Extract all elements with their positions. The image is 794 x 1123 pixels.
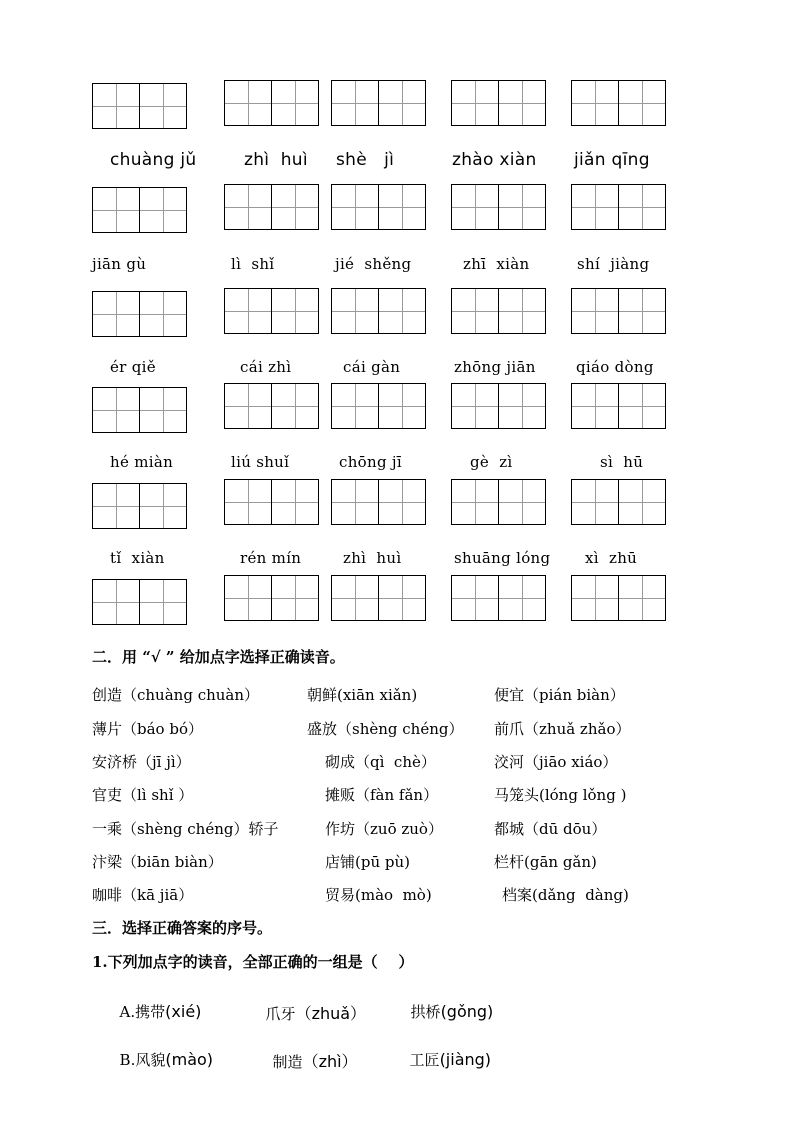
writing-box[interactable] (571, 383, 666, 429)
pinyin-label: sì hū (600, 453, 644, 471)
pinyin-label: liú shuǐ (231, 453, 290, 471)
reading-item[interactable]: 官吏（lì shǐ ） (92, 786, 194, 804)
pinyin-label: jiān gù (92, 255, 147, 273)
pinyin-label: zhōng jiān (454, 358, 536, 376)
reading-item[interactable]: 洨河（jiāo xiáo） (494, 753, 618, 771)
reading-item[interactable]: 作坊（zuō zuò） (325, 820, 443, 838)
option-a-word2 (256, 983, 366, 1024)
option-label: A. (119, 1003, 136, 1021)
option-b[interactable] (110, 1031, 213, 1070)
writing-box[interactable] (331, 288, 426, 334)
option-b-word2 (263, 1031, 358, 1072)
section-heading: 二．用 “√ ” 给加点字选择正确读音。 (92, 648, 345, 666)
writing-box[interactable] (92, 579, 187, 625)
writing-box[interactable] (571, 575, 666, 621)
writing-box[interactable] (92, 83, 187, 129)
writing-box[interactable] (451, 479, 546, 525)
reading-item[interactable]: 栏杆(gān gǎn) (494, 853, 597, 871)
reading-item[interactable]: 一乘（shèng chéng）轿子 (92, 820, 279, 838)
option-pinyin: （zhì） (302, 1052, 358, 1071)
reading-item[interactable]: 汴梁（biān biàn） (92, 853, 223, 871)
pinyin-label: shuāng lóng (454, 549, 551, 567)
writing-box[interactable] (571, 288, 666, 334)
writing-box[interactable] (331, 479, 426, 525)
pinyin-label: cái zhì (240, 358, 292, 376)
writing-box[interactable] (451, 575, 546, 621)
option-b-word3 (400, 1031, 491, 1070)
writing-box[interactable] (224, 383, 319, 429)
reading-item[interactable]: 店铺(pū pù) (325, 853, 410, 871)
reading-item[interactable]: 创造（chuàng chuàn） (92, 686, 260, 704)
reading-item[interactable]: 档案(dǎng dàng) (502, 886, 629, 904)
reading-item[interactable]: 贸易(mào mò) (325, 886, 432, 904)
writing-box[interactable] (224, 575, 319, 621)
reading-item[interactable]: 砌成（qì chè） (325, 753, 436, 771)
reading-item[interactable]: 朝鲜(xiān xiǎn) (307, 686, 418, 704)
option-a-word3 (401, 983, 493, 1022)
reading-item[interactable]: 安济桥（jī jì） (92, 753, 191, 771)
option-pinyin: (jiàng) (439, 1050, 492, 1069)
writing-box[interactable] (451, 80, 546, 126)
writing-box[interactable] (331, 383, 426, 429)
pinyin-label: chuàng jǔ (110, 150, 197, 170)
pinyin-label: zhào xiàn (452, 150, 537, 170)
reading-item[interactable]: 咖啡（kā jiā） (92, 886, 194, 904)
pinyin-label: shè jì (336, 150, 395, 170)
option-word: 工匠 (409, 1051, 440, 1069)
writing-box[interactable] (92, 387, 187, 433)
pinyin-label: zhì huì (244, 150, 308, 170)
reading-item[interactable]: 薄片（báo bó） (92, 720, 203, 738)
pinyin-label: shí jiàng (577, 255, 650, 273)
question-text: 1.下列加点字的读音，全部正确的一组是（ ） (92, 953, 414, 971)
reading-item[interactable]: 盛放（shèng chéng） (307, 720, 464, 738)
option-word: 携带 (135, 1003, 166, 1021)
writing-box[interactable] (92, 483, 187, 529)
option-pinyin: (xié) (165, 1002, 202, 1021)
option-pinyin: （zhuǎ） (295, 1004, 367, 1023)
option-pinyin: (mào) (165, 1050, 214, 1069)
pinyin-label: jié shěng (335, 255, 412, 273)
pinyin-label: lì shǐ (231, 255, 275, 273)
writing-box[interactable] (451, 288, 546, 334)
option-pinyin: (gǒng) (440, 1002, 494, 1021)
option-word: 制造 (272, 1053, 303, 1071)
writing-box[interactable] (571, 184, 666, 230)
writing-box[interactable] (92, 187, 187, 233)
reading-item[interactable]: 马笼头(lóng lǒng ) (494, 786, 627, 804)
pinyin-label: chōng jī (339, 453, 402, 471)
section-heading: 三．选择正确答案的序号。 (92, 919, 273, 937)
writing-box[interactable] (451, 184, 546, 230)
writing-box[interactable] (224, 479, 319, 525)
pinyin-label: qiáo dòng (576, 358, 654, 376)
option-word: 爪牙 (265, 1005, 296, 1023)
pinyin-label: tǐ xiàn (110, 549, 165, 567)
pinyin-label: rén mín (240, 549, 302, 567)
writing-box[interactable] (92, 291, 187, 337)
reading-item[interactable]: 摊贩（fàn fǎn） (325, 786, 439, 804)
reading-item[interactable]: 便宜（pián biàn） (494, 686, 625, 704)
pinyin-label: ér qiě (110, 358, 156, 376)
option-a[interactable] (110, 983, 201, 1022)
writing-box[interactable] (224, 288, 319, 334)
pinyin-label: hé miàn (110, 453, 174, 471)
writing-box[interactable] (451, 383, 546, 429)
option-word: 风貌 (135, 1051, 166, 1069)
writing-box[interactable] (331, 80, 426, 126)
pinyin-label: zhī xiàn (463, 255, 530, 273)
pinyin-label: jiǎn qīng (574, 150, 650, 170)
pinyin-label: gè zì (470, 453, 513, 471)
pinyin-label: zhì huì (343, 549, 402, 567)
writing-box[interactable] (571, 80, 666, 126)
reading-item[interactable]: 前爪（zhuǎ zhǎo） (494, 720, 631, 738)
writing-box[interactable] (224, 184, 319, 230)
option-label: B. (119, 1051, 136, 1069)
option-word: 拱桥 (410, 1003, 441, 1021)
writing-box[interactable] (571, 479, 666, 525)
writing-box[interactable] (331, 575, 426, 621)
reading-item[interactable]: 都城（dū dōu） (494, 820, 607, 838)
writing-box[interactable] (331, 184, 426, 230)
pinyin-label: cái gàn (343, 358, 401, 376)
pinyin-label: xì zhū (585, 549, 638, 567)
writing-box[interactable] (224, 80, 319, 126)
